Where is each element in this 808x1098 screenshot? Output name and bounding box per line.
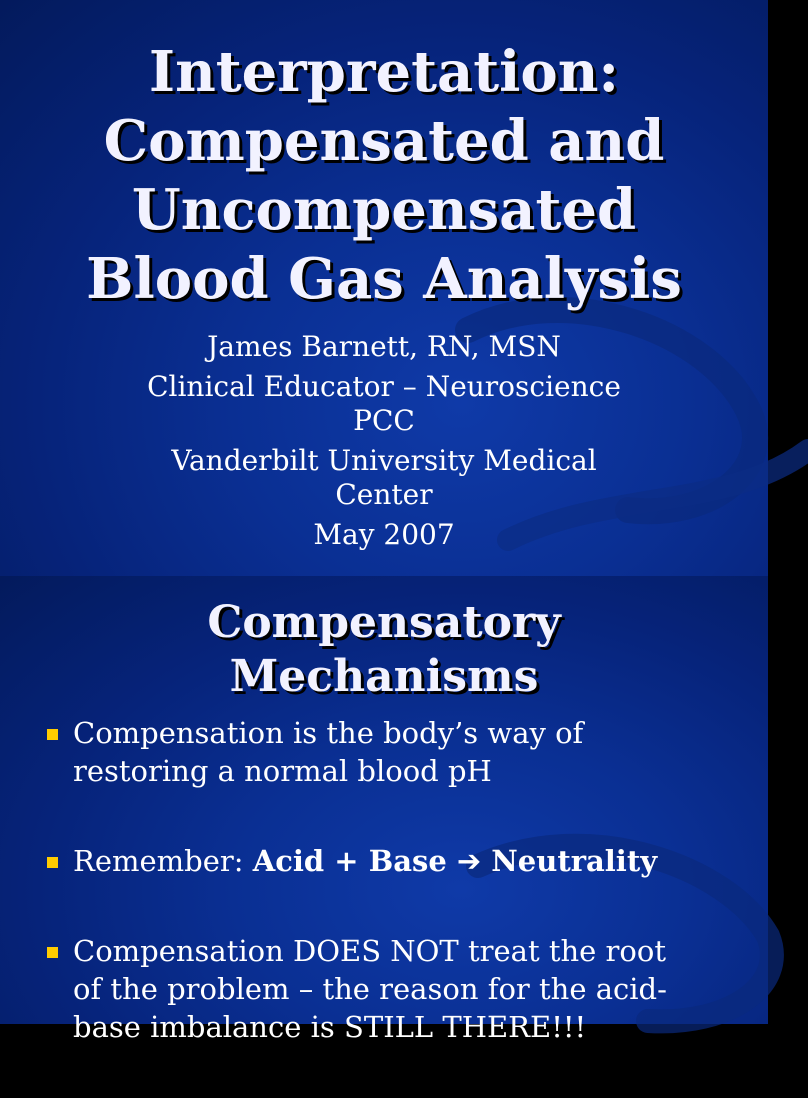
title-line: Blood Gas Analysis bbox=[86, 246, 682, 312]
organization-line: Vanderbilt University Medical bbox=[171, 444, 597, 477]
date-block bbox=[0, 518, 768, 552]
bullet-text: base imbalance is STILL THERE!!! bbox=[73, 1010, 587, 1044]
organization-line: Center bbox=[335, 478, 433, 511]
slide-title bbox=[0, 596, 768, 704]
title-line: Uncompensated bbox=[131, 177, 637, 243]
bullet-bold-text: Neutrality bbox=[481, 844, 658, 878]
slide-title bbox=[0, 38, 768, 314]
slide-subtitle bbox=[0, 330, 768, 558]
organization-block bbox=[0, 444, 768, 512]
square-bullet-icon bbox=[47, 729, 58, 740]
presentation-date: May 2007 bbox=[313, 518, 455, 551]
role-block bbox=[0, 370, 768, 438]
title-line: Compensated and bbox=[103, 108, 665, 174]
bullet-item bbox=[44, 932, 728, 1046]
bullet-text bbox=[73, 842, 728, 880]
bullet-item bbox=[44, 842, 728, 880]
bullet-text: of the problem – the reason for the acid- bbox=[73, 972, 667, 1006]
bullet-item bbox=[44, 714, 728, 790]
bullet-bold-text: Acid + Base bbox=[252, 844, 457, 878]
role-line: Clinical Educator – Neuroscience bbox=[147, 370, 621, 403]
title-line: Interpretation: bbox=[148, 39, 620, 105]
bullet-text: restoring a normal blood pH bbox=[73, 754, 492, 788]
title-line: Mechanisms bbox=[229, 651, 539, 702]
square-bullet-icon bbox=[47, 947, 58, 958]
bullet-list bbox=[44, 714, 728, 1098]
author-name: James Barnett, RN, MSN bbox=[207, 330, 561, 363]
content-slide bbox=[0, 576, 768, 1044]
title-line: Compensatory bbox=[207, 597, 561, 648]
bullet-text: Compensation is the body’s way of bbox=[73, 716, 584, 750]
square-bullet-icon bbox=[47, 857, 58, 868]
right-arrow-icon: ➔ bbox=[456, 844, 482, 878]
title-slide bbox=[0, 0, 768, 576]
author-block bbox=[0, 330, 768, 364]
role-line: PCC bbox=[353, 404, 415, 437]
bullet-prefix: Remember: bbox=[73, 844, 253, 878]
bullet-text: Compensation DOES NOT treat the root bbox=[73, 934, 666, 968]
